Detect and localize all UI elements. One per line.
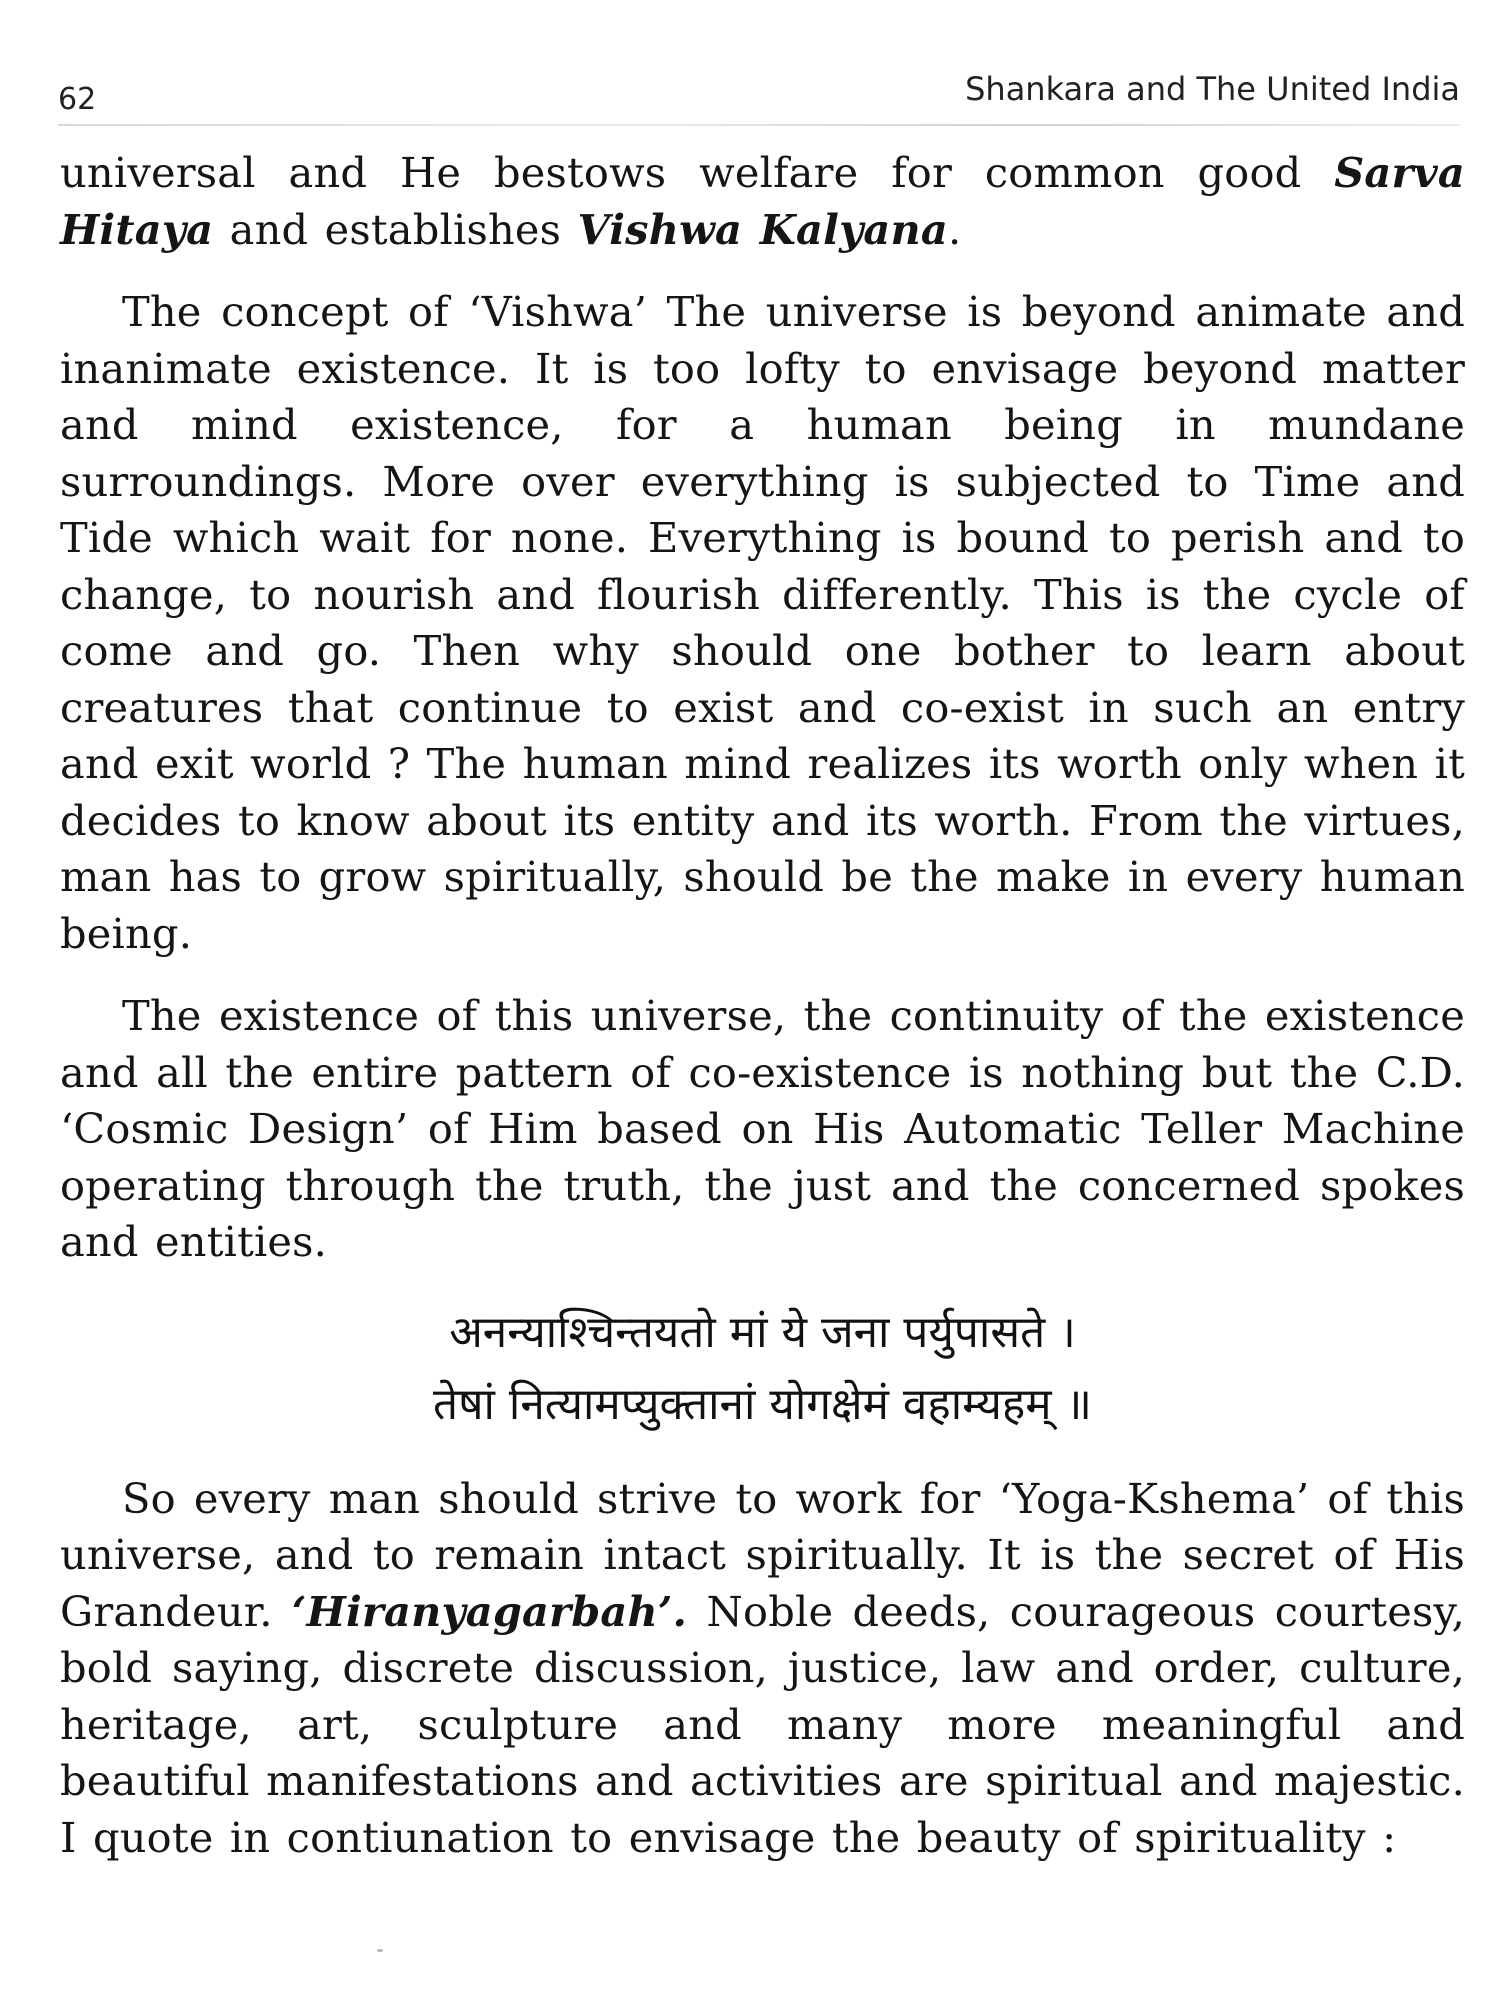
- term-hiranyagarbah: ‘Hiranyagarbah’.: [291, 1586, 688, 1636]
- paragraph-2: The concept of ‘Vishwa’ The universe is beyond animate and inanimate existence. It is too lofty to envisage beyond matter and mind existence, for a human being in mundane surroundings. More over everything is subjected to Time and Tide which wait for none. Everything is bound to perish and to change, to nourish and flourish differently. This is the cycle of come and go. Then why should one bother to learn about creatures that continue to exist and co-exist in such an entry and exit world ? The human mind realizes its worth only when it decides to know about its entity and its worth. From the virtues, man has to grow spiritually, should be the make in every human being.: [60, 287, 1465, 958]
- paragraph-4: [60, 1471, 1465, 1867]
- paragraph-1-text-b: and establishes: [213, 204, 578, 254]
- paragraph-4-text-a: So every man should strive to work for ‘Yoga-Kshema’ of this universe, and to remain intact spiritually. It is the secret of His Grandeur.: [60, 1473, 1465, 1636]
- running-title: Shankara and The United India: [965, 70, 1460, 108]
- running-header: [58, 62, 1460, 122]
- paragraph-1: [60, 145, 1465, 258]
- verse-line-1: अनन्याश्चिन्तयतो मां ये जना पर्युपासते ।: [449, 1306, 1076, 1358]
- paragraph-3: The existence of this universe, the continuity of the existence and all the entire pattern of co-existence is nothing but the C.D. ‘Cosmic Design’ of Him based on His Automatic Teller Machine operating through the truth, the just and the concerned spokes and entities.: [60, 991, 1465, 1266]
- paragraph-4-text-b: Noble deeds, courageous courtesy, bold saying, discrete discussion, justice, law and order, culture, heritage, art, sculpture and many more meaningful and beautiful manifestations and activities are spiritual and majestic. I quote in contiunation to envisage the beauty of spirituality :: [60, 1586, 1465, 1862]
- page-number: 62: [58, 82, 97, 117]
- sanskrit-verse: [60, 1297, 1465, 1441]
- paragraph-1-text-a: universal and He bestows welfare for common good: [60, 148, 1335, 197]
- term-sarva-hitaya: Sarva Hitaya: [60, 148, 1465, 254]
- paragraph-1-text-c: .: [947, 204, 962, 254]
- header-rule: [58, 124, 1460, 126]
- term-vishwa-kalyana: Vishwa Kalyana: [577, 204, 948, 254]
- body-text: [60, 145, 1465, 1892]
- verse-line-2: तेषां नित्यामप्युक्तानां योगक्षेमं वहाम्यहम् ॥: [433, 1378, 1092, 1430]
- scan-speck: [377, 1949, 383, 1952]
